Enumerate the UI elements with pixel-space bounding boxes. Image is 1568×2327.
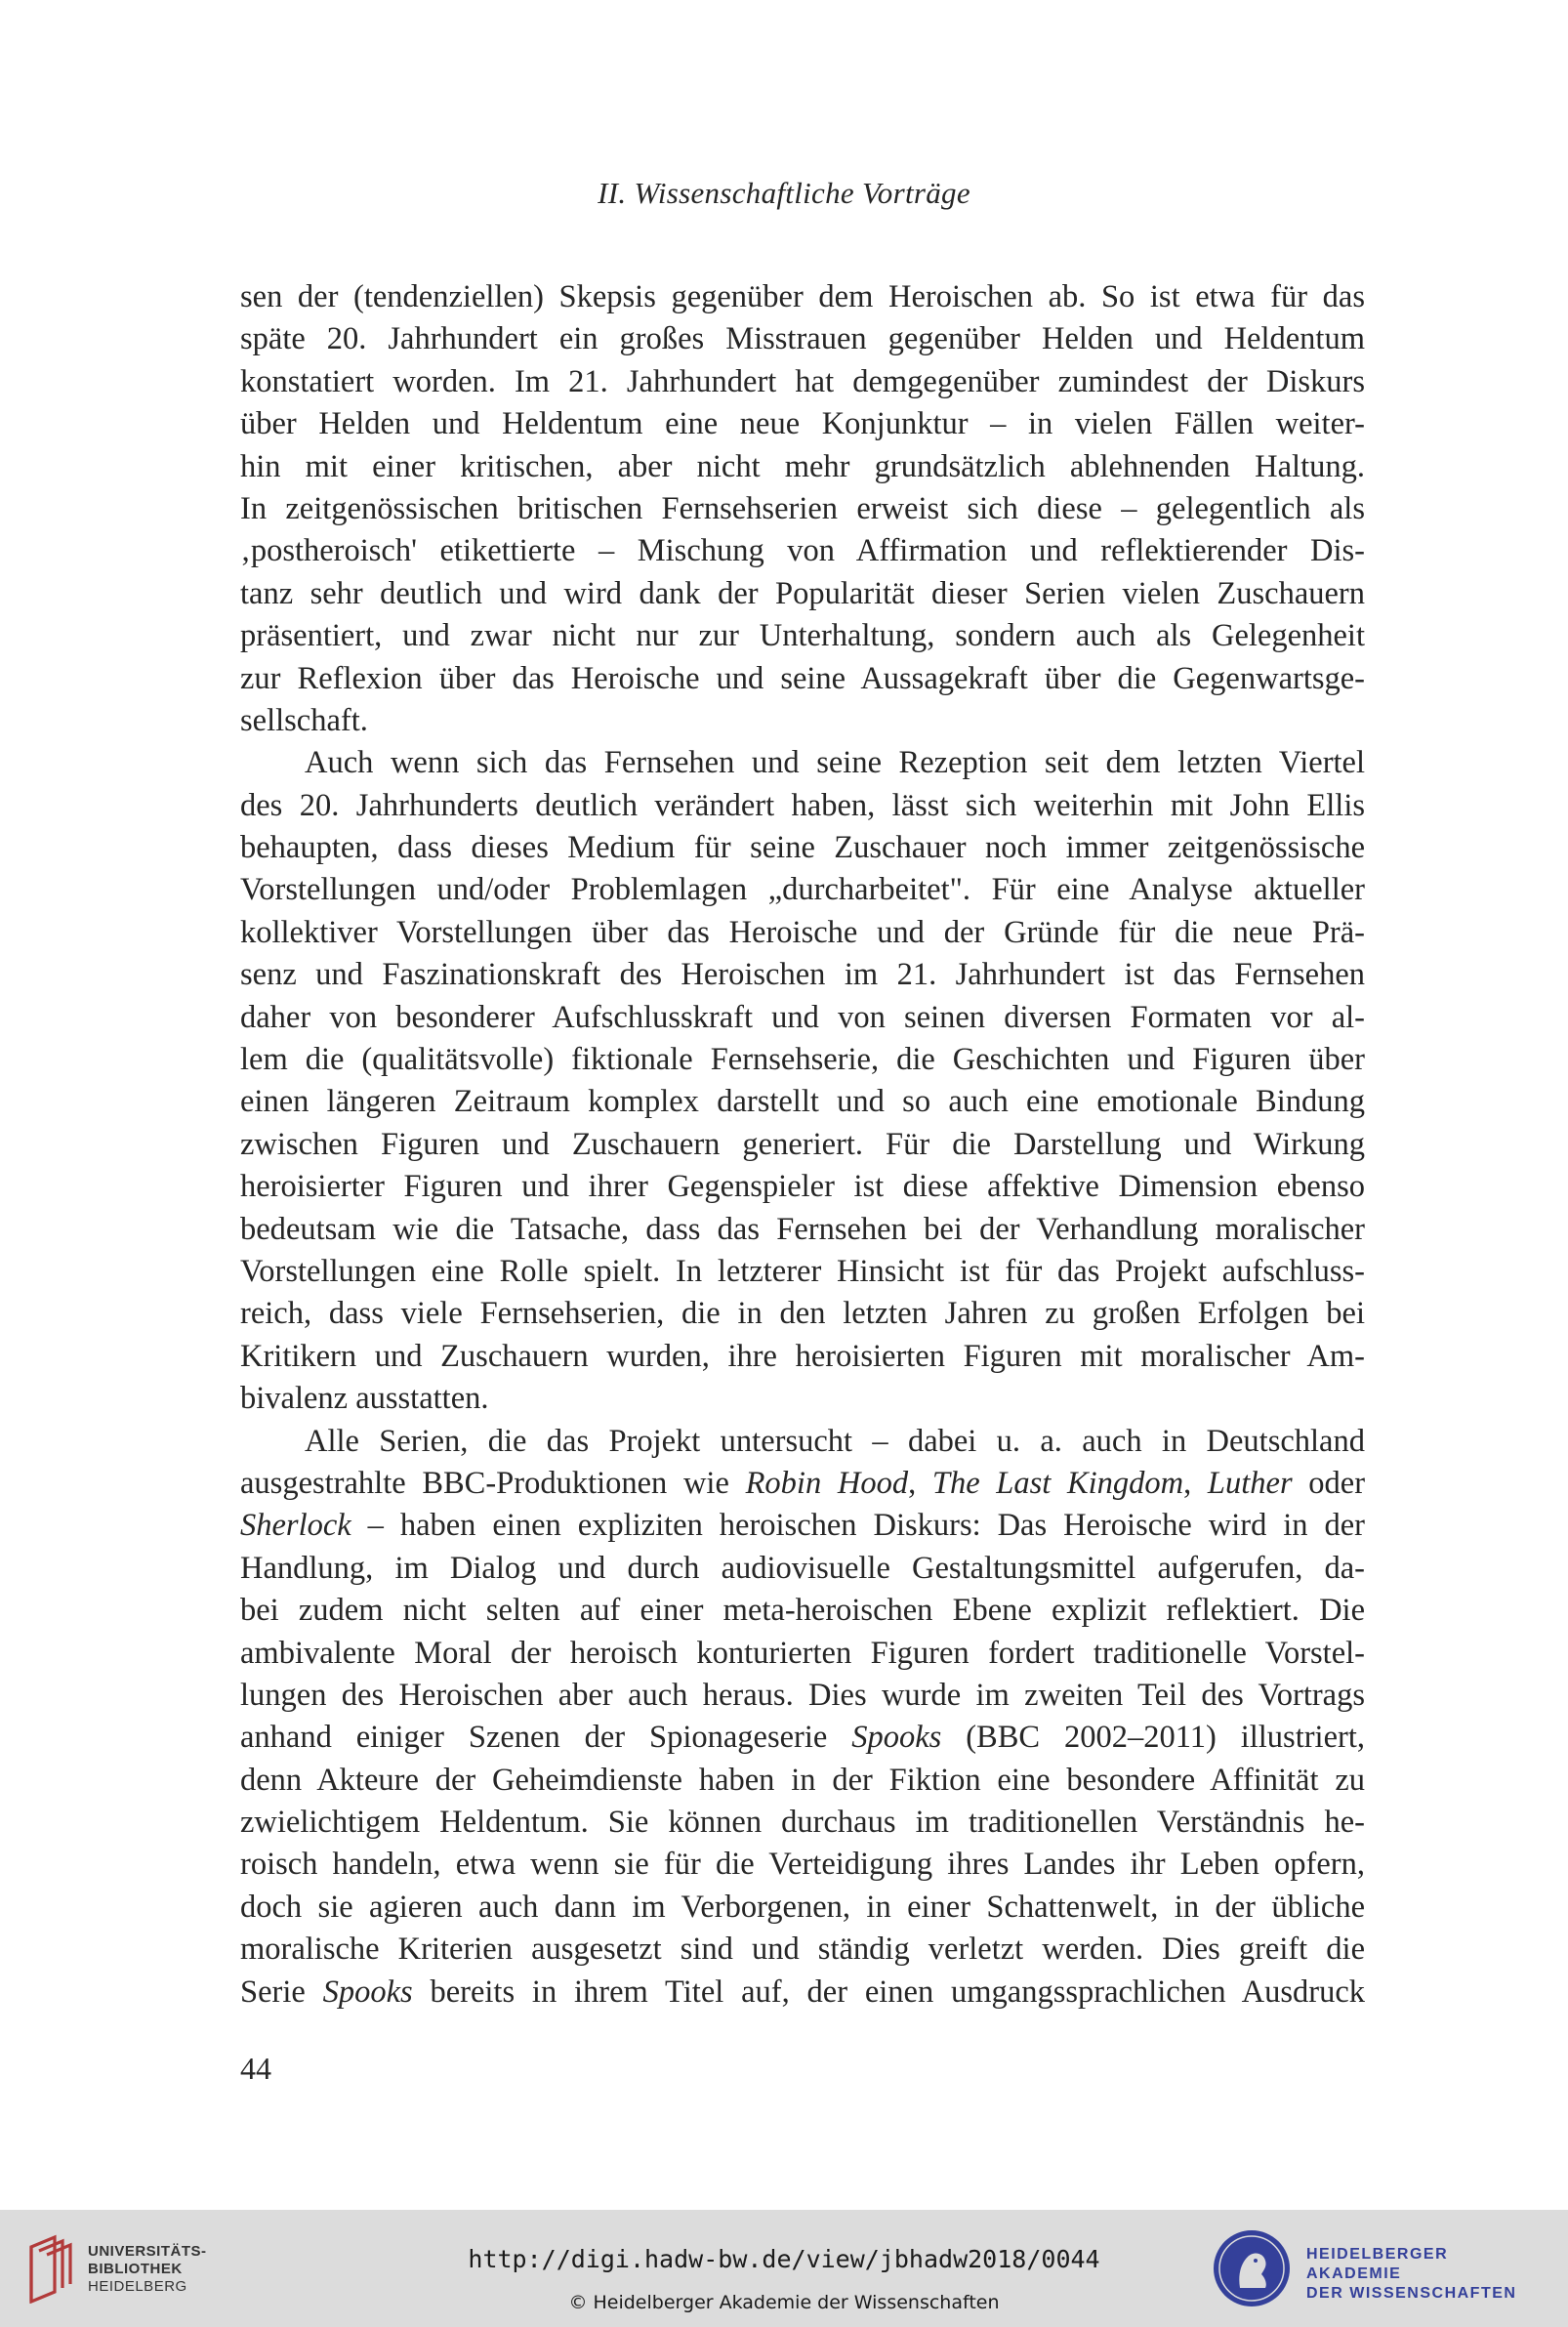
text-line: Handlung, im Dialog und durch audiovisuelle Gestaltungsmittel aufgerufen, da- (240, 1550, 1365, 1586)
running-head: II. Wissenschaftliche Vorträge (598, 176, 970, 210)
body-text (240, 276, 1365, 2014)
text-line: roisch handeln, etwa wenn sie für die Verteidigung ihres Landes ihr Leben opfern, (240, 1847, 1365, 1883)
page-number: 44 (240, 2051, 271, 2086)
permalink-url[interactable]: http://digi.hadw-bw.de/view/jbhadw2018/0044 (468, 2245, 1100, 2273)
text-line: bei zudem nicht selten auf einer meta-heroischen Ebene explizit reflektiert. Die (240, 1593, 1365, 1629)
library-name-line: UNIVERSITÄTS- (88, 2243, 207, 2260)
text-line: In zeitgenössischen britischen Fernsehserien erweist sich diese – gelegentlich als (240, 490, 1365, 526)
paragraph-first-line: Auch wenn sich das Fernsehen und seine Rezeption seit dem letzten Viertel (305, 745, 1365, 781)
text-line: tanz sehr deutlich und wird dank der Popularität dieser Serien vielen Zuschauern (240, 575, 1365, 611)
viewer-footer (0, 2210, 1568, 2327)
academy-logo[interactable] (1211, 2227, 1543, 2309)
text-line: späte 20. Jahrhundert ein großes Misstrauen gegenüber Helden und Heldentum (240, 321, 1365, 357)
text-line: zwischen Figuren und Zuschauern generiert. Für die Darstellung und Wirkung (240, 1126, 1365, 1162)
text-line: sellschaft. (240, 702, 368, 738)
text-line: denn Akteure der Geheimdienste haben in der Fiktion eine besondere Affinität zu (240, 1762, 1365, 1798)
text-line: doch sie agieren auch dann im Verborgenen, in einer Schattenwelt, in der übliche (240, 1889, 1365, 1925)
text-line: ‚postheroisch' etikettierte – Mischung von Affirmation und reflektierender Dis- (240, 533, 1365, 569)
text-line: Sherlock – haben einen expliziten heroischen Diskurs: Das Heroische wird in der (240, 1508, 1365, 1544)
text-line: daher von besonderer Aufschlusskraft und von seinen diversen Formaten vor al- (240, 999, 1365, 1035)
text-line: über Helden und Heldentum eine neue Konjunktur – in vielen Fällen weiter- (240, 406, 1365, 442)
text-line: moralische Kriterien ausgesetzt sind und ständig verletzt werden. Dies greift die (240, 1932, 1365, 1968)
text-line: einen längeren Zeitraum komplex darstellt und so auch eine emotionale Bindung (240, 1084, 1365, 1120)
library-name-line: HEIDELBERG (88, 2278, 187, 2295)
text-line: heroisierter Figuren und ihrer Gegenspieler ist diese affektive Dimension ebenso (240, 1169, 1365, 1205)
text-line: Vorstellungen eine Rolle spielt. In letzterer Hinsicht ist für das Projekt aufschluss- (240, 1253, 1365, 1289)
text-line: präsentiert, und zwar nicht nur zur Unterhaltung, sondern auch als Gelegenheit (240, 618, 1365, 654)
text-line: lungen des Heroischen aber auch heraus. Dies wurde im zweiten Teil des Vortrags (240, 1677, 1365, 1713)
text-line: sen der (tendenziellen) Skepsis gegenüber dem Heroischen ab. So ist etwa für das (240, 279, 1365, 314)
library-name-line: BIBLIOTHEK (88, 2261, 183, 2277)
academy-name-line: HEIDELBERGER AKADEMIE (1306, 2246, 1449, 2282)
text-line: ausgestrahlte BBC-Produktionen wie Robin Hood, The Last Kingdom, Luther oder (240, 1465, 1366, 1501)
text-line: bedeutsam wie die Tatsache, dass das Fernsehen bei der Verhandlung moralischer (240, 1211, 1365, 1247)
text-line: hin mit einer kritischen, aber nicht mehr grundsätzlich ablehnenden Haltung. (240, 448, 1365, 484)
text-line: Vorstellungen und/oder Problemlagen „durcharbeitet". Für eine Analyse aktueller (240, 872, 1365, 908)
text-line: Serie Spooks bereits in ihrem Titel auf, der einen umgangssprachlichen Ausdruck (240, 1974, 1365, 2010)
text-line: senz und Faszinationskraft des Heroischen im 21. Jahrhundert ist das Fernsehen (240, 957, 1365, 993)
academy-name-line: DER WISSENSCHAFTEN (1306, 2285, 1517, 2302)
copyright-notice: © Heidelberger Akademie der Wissenschaften (568, 2292, 1000, 2313)
text-line: Kritikern und Zuschauern wurden, ihre heroisierten Figuren mit moralischer Am- (240, 1338, 1365, 1374)
text-line: reich, dass viele Fernsehserien, die in den letzten Jahren zu großen Erfolgen bei (240, 1296, 1365, 1332)
text-line: des 20. Jahrhunderts deutlich verändert haben, lässt sich weiterhin mit John Ellis (240, 787, 1365, 823)
text-line: kollektiver Vorstellungen über das Heroische und der Gründe für die neue Prä- (240, 914, 1365, 950)
text-line: ambivalente Moral der heroisch konturierten Figuren fordert traditionelle Vorstel- (240, 1635, 1365, 1671)
text-line: behaupten, dass dieses Medium für seine Zuschauer noch immer zeitgenössische (240, 830, 1365, 866)
paragraph-first-line: Alle Serien, die das Projekt untersucht – dabei u. a. auch in Deutschland (305, 1423, 1365, 1459)
text-line: bivalenz ausstatten. (240, 1381, 489, 1417)
text-line: konstatiert worden. Im 21. Jahrhundert hat demgegenüber zumindest der Diskurs (240, 363, 1365, 399)
text-line: zur Reflexion über das Heroische und seine Aussagekraft über die Gegenwartsge- (240, 660, 1365, 696)
academy-name (1306, 2245, 1543, 2304)
text-line: lem die (qualitätsvolle) fiktionale Fernsehserie, die Geschichten und Figuren über (240, 1042, 1365, 1078)
academy-seal-icon (1211, 2227, 1293, 2309)
text-line: zwielichtigem Heldentum. Sie können durchaus im traditionellen Verständnis he- (240, 1805, 1365, 1841)
text-line: anhand einiger Szenen der Spionageserie Spooks (BBC 2002–2011) illustriert, (240, 1720, 1365, 1756)
